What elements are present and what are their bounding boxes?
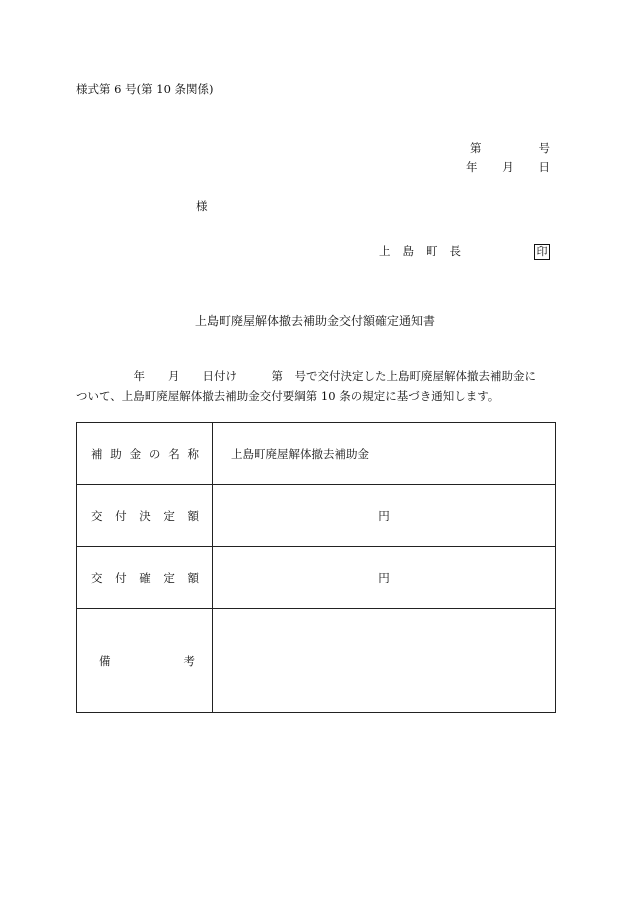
issuer-char: 上 — [379, 244, 391, 258]
table-row-grant-decision-amount — [77, 485, 556, 547]
body-line-2: ついて、上島町廃屋解体撤去補助金交付要綱第 10 条の規定に基づき通知します。 — [76, 389, 500, 403]
label-char: 額 — [187, 570, 199, 585]
label-char: 付 — [115, 508, 127, 523]
label-char: 備 — [99, 653, 111, 668]
label-char: 補 — [91, 446, 103, 461]
row-label — [77, 609, 213, 713]
label-char: 名 — [168, 446, 180, 461]
remarks-value — [213, 609, 556, 713]
label-char: 助 — [110, 446, 122, 461]
label-char: 称 — [187, 446, 199, 461]
row-label — [77, 485, 213, 547]
subsidy-info-table — [76, 422, 556, 713]
issuer-char: 長 — [449, 244, 461, 258]
notice-body — [76, 366, 556, 406]
number-suffix: 号 — [538, 141, 550, 155]
addressee-honorific: 様 — [196, 199, 208, 213]
label-char: 定 — [163, 508, 175, 523]
date-month: 月 — [502, 160, 514, 174]
table-row-grant-confirmed-amount — [77, 547, 556, 609]
seal-mark: 印 — [534, 244, 550, 260]
label-char: 金 — [129, 446, 142, 461]
document-date-line — [466, 162, 550, 174]
label-char: の — [148, 446, 161, 461]
grant-confirmed-amount-value: 円 — [213, 547, 556, 609]
issuer-char: 島 — [402, 244, 414, 258]
subsidy-name-value: 上島町廃屋解体撤去補助金 — [213, 423, 556, 485]
number-prefix: 第 — [470, 141, 482, 155]
issuer-char: 町 — [426, 244, 438, 258]
grant-decision-amount-value: 円 — [213, 485, 556, 547]
table-row-subsidy-name — [77, 423, 556, 485]
label-char: 定 — [163, 570, 175, 585]
document-title: 上島町廃屋解体撤去補助金交付額確定通知書 — [194, 314, 435, 328]
form-number-label: 様式第 6 号(第 10 条関係) — [76, 82, 214, 96]
row-label — [77, 547, 213, 609]
document-number-line — [470, 143, 550, 155]
table-row-remarks — [77, 609, 556, 713]
label-char: 決 — [139, 508, 151, 523]
date-day: 日 — [538, 160, 550, 174]
body-line-1: 年 月 日付け 第 号で交付決定した上島町廃屋解体撤去補助金に — [76, 369, 536, 383]
label-char: 交 — [91, 570, 103, 585]
issuer-name — [379, 246, 461, 258]
label-char: 考 — [183, 653, 195, 668]
label-char: 交 — [91, 508, 103, 523]
row-label — [77, 423, 213, 485]
label-char: 確 — [139, 570, 151, 585]
label-char: 額 — [187, 508, 199, 523]
date-year: 年 — [466, 160, 478, 174]
label-char: 付 — [115, 570, 127, 585]
